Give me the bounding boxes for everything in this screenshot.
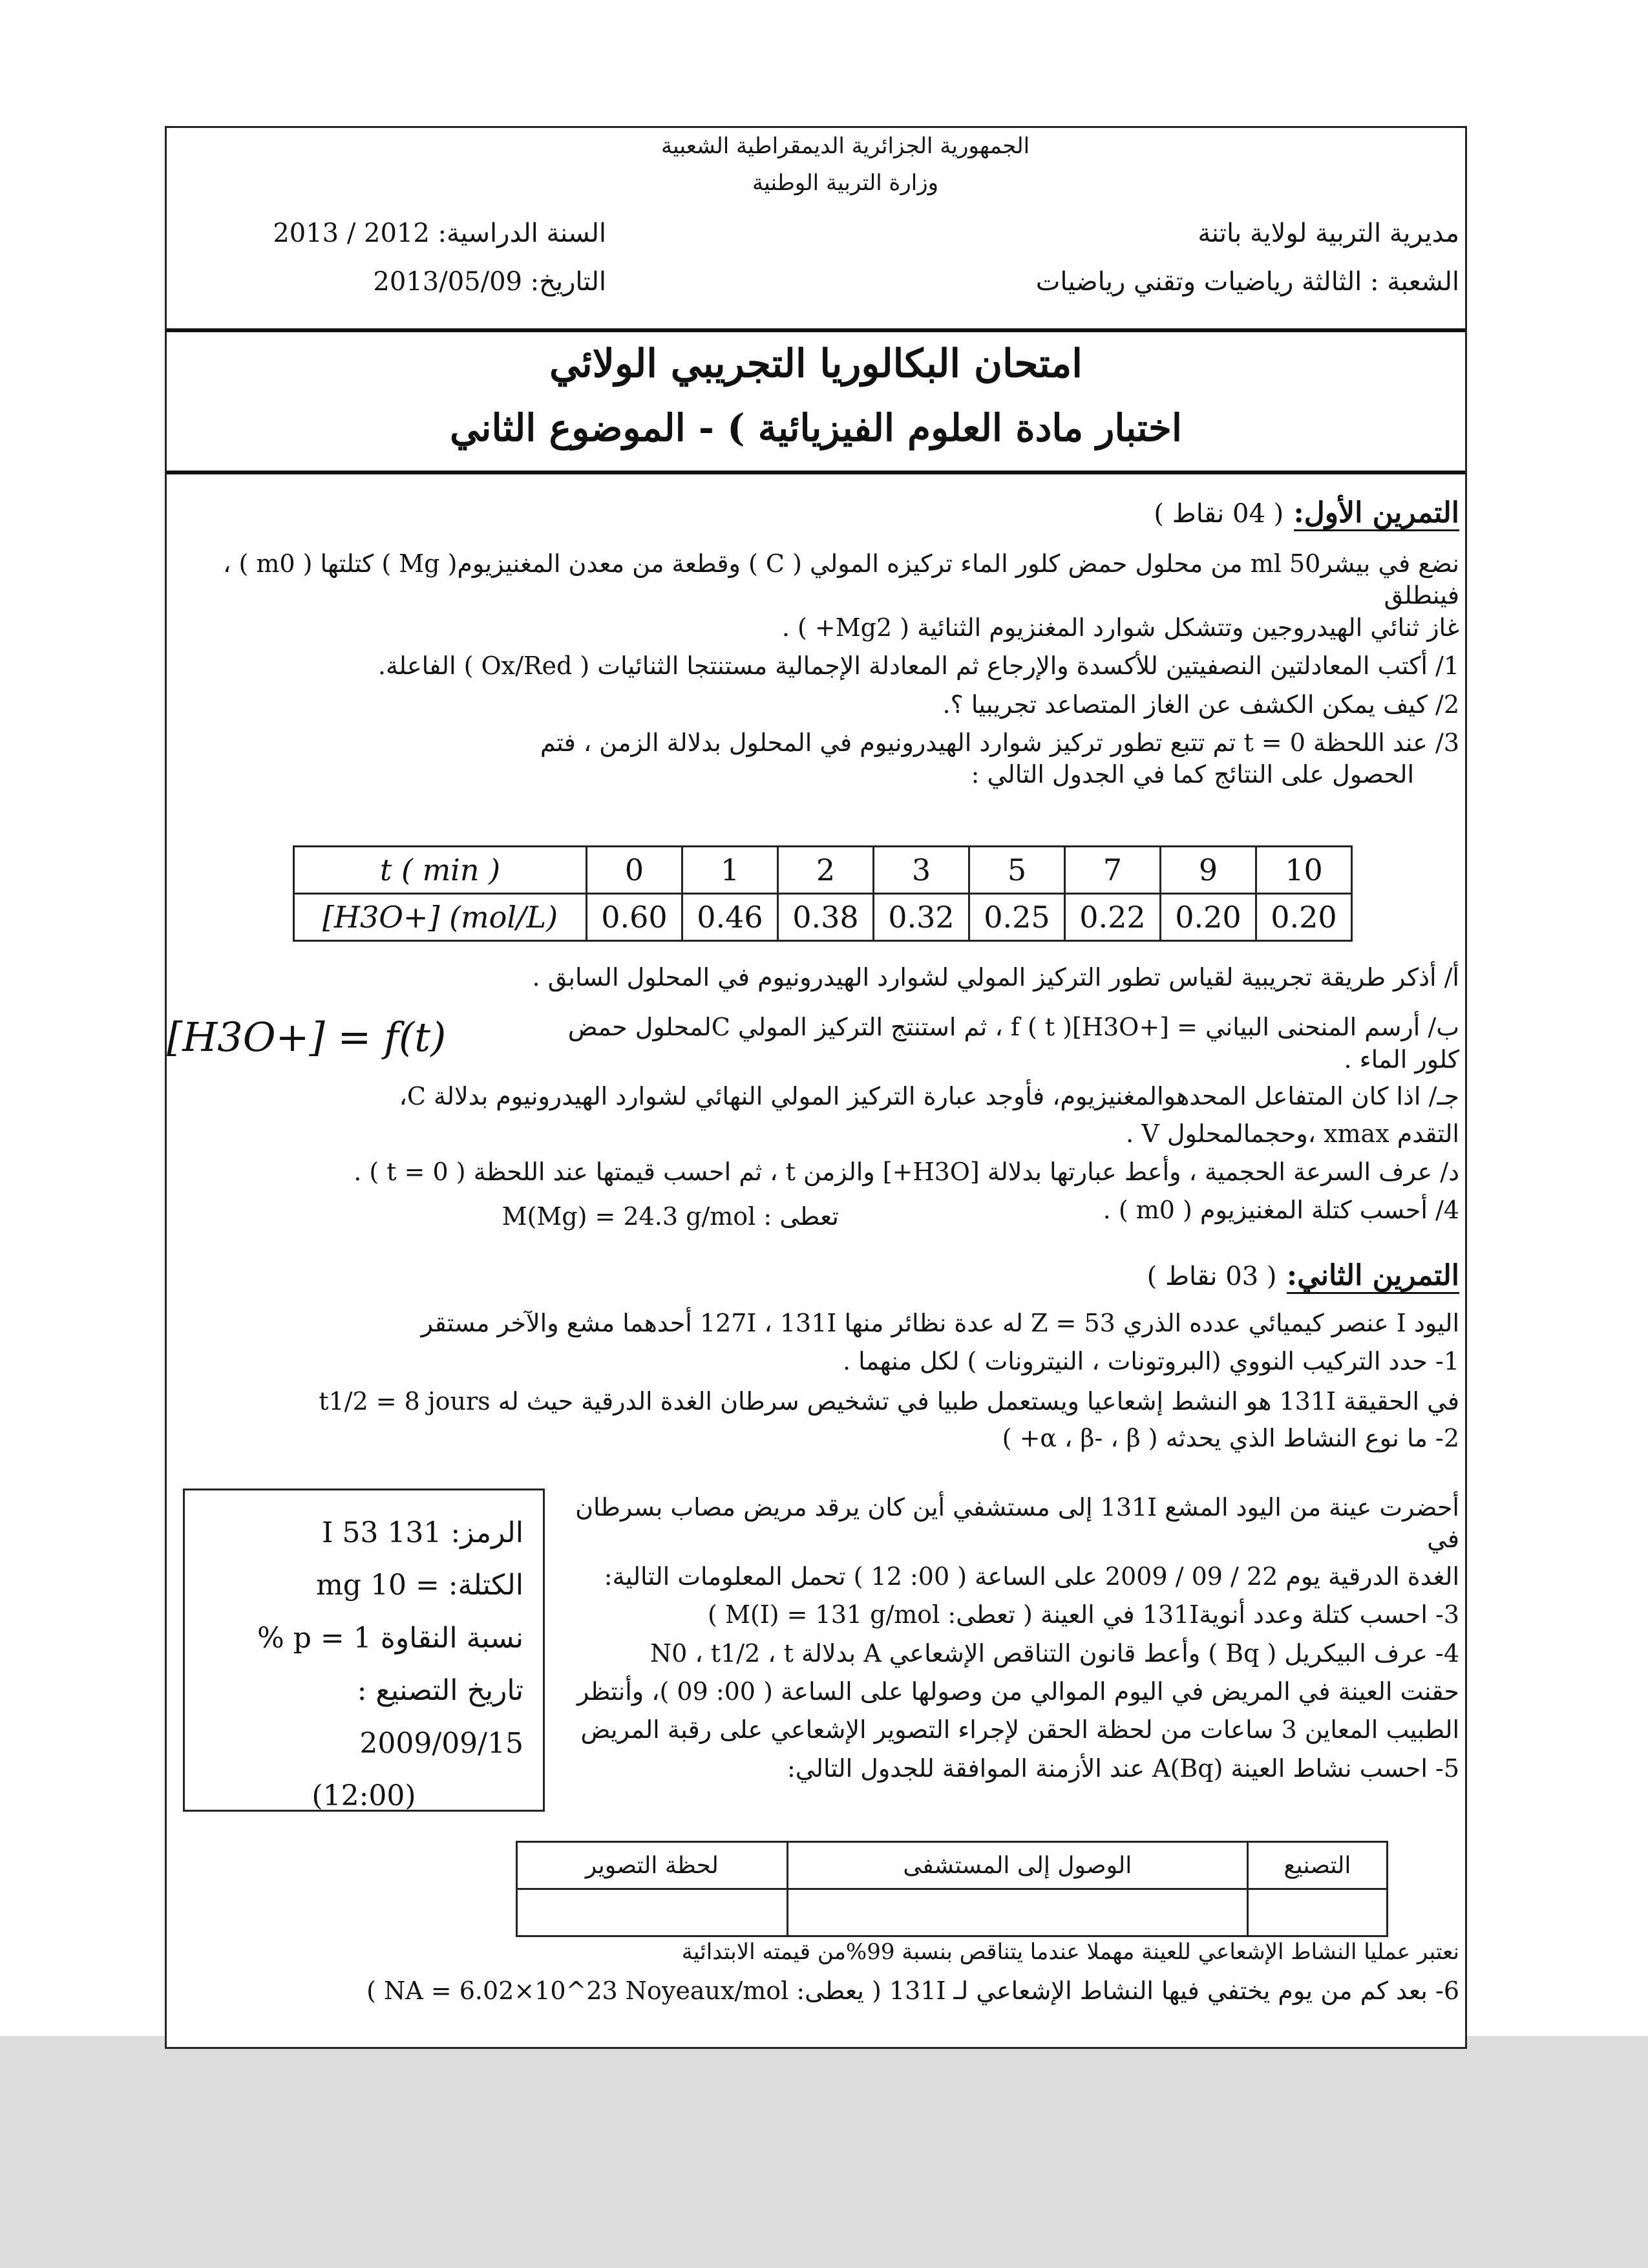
- concentration-cell: 0.46: [682, 894, 778, 941]
- ex2-line-13: 6- بعد كم من يوم يختفي فيها النشاط الإشعاعي لـ 131I ( يعطى: NA = 6.02×10^23 Noyeaux/mol ): [366, 1977, 1459, 2006]
- activity-empty-cell: [1247, 1889, 1387, 1936]
- ex2-line-1: اليود I عنصر كيميائي عدده الذري Z = 53 له عدة نظائر منها 127I ، 131I أحدهما مشع والآخر مستقر: [421, 1309, 1459, 1337]
- activity-header-cell: لحظة التصوير: [517, 1842, 788, 1889]
- ex1-q-b: ب/ أرسم المنحنى البياني = f ( t )[H3O+] ، ثم استنتج التركيز المولي Cلمحلول حمض كلور الماء .: [567, 1013, 1459, 1074]
- time-cell: 1: [682, 847, 778, 894]
- exercise1-points: ( 04 نقاط ): [1154, 499, 1284, 529]
- ex1-line-5: 3/ عند اللحظة t = 0 تم تتبع تطور تركيز شوارد الهيدرونيوم في المحلول بدلالة الزمن ، فتم: [540, 728, 1459, 757]
- ex2-line-8: 4- عرف البيكريل ( Bq ) وأعط قانون التناقص الإشعاعي A بدلالة N0 ، t1/2 ، t: [650, 1638, 1459, 1668]
- ex1-q4: 4/ أحسب كتلة المغنيزيوم ( m0 ) .: [1103, 1196, 1459, 1224]
- exercise2-title: التمرين الثاني:: [1287, 1259, 1459, 1294]
- time-cell: 7: [1065, 847, 1161, 894]
- school-year: السنة الدراسية: 2012 / 2013: [273, 218, 606, 248]
- ex1-q-d: د/ عرف السرعة الحجمية ، وأعط عبارتها بدلالة [H3O+] والزمن t ، ثم احسب قيمتها عند اللحظة ( t = 0 ) .: [354, 1157, 1459, 1186]
- activity-empty-cell: [517, 1889, 788, 1936]
- handwritten-annotation: [H3O+] = f(t): [167, 1013, 447, 1061]
- ex1-q-a: أ/ أذكر طريقة تجريبية لقياس تطور التركيز المولي لشوارد الهيدرونيوم في المحلول السابق .: [532, 963, 1459, 991]
- ex2-line-3: في الحقيقة 131I هو النشط إشعاعيا ويستعمل طبيا في تشخيص سرطان الغدة الدرقية حيث له t1/2 = 8 jours: [319, 1386, 1459, 1415]
- exercise2-body: [567, 1492, 1459, 1785]
- ex2-line-12: نعتبر عمليا النشاط الإشعاعي للعينة مهملا عندما يتناقص بنسبة 99%من قيمته الابتدائية: [681, 1939, 1459, 1965]
- info-time: (12:00): [312, 1779, 416, 1812]
- ex1-line-4: 2/ كيف يمكن الكشف عن الغاز المتصاعد تجريبيا ؟.: [942, 690, 1459, 719]
- concentration-table: [293, 845, 1353, 942]
- time-cell: 10: [1256, 847, 1352, 894]
- time-cell: 5: [969, 847, 1065, 894]
- stream: الشعبة : الثالثة رياضيات وتقني رياضيات: [1035, 267, 1459, 297]
- info-mass: الكتلة: = 10 mg: [316, 1569, 523, 1602]
- activity-header-cell: التصنيع: [1247, 1842, 1387, 1889]
- exercise2-intro: [180, 1308, 1459, 1455]
- activity-header-cell: الوصول إلى المستشفى: [787, 1842, 1247, 1889]
- concentration-cell: 0.22: [1065, 894, 1161, 941]
- ex2-line-5: أحضرت عينة من اليود المشع 131I إلى مستشفي أين كان يرقد مريض مصاب بسرطان في: [575, 1493, 1459, 1554]
- directorate: مديرية التربية لولاية باتنة: [1198, 218, 1459, 248]
- info-symbol: الرمز: 131 53 I: [322, 1516, 523, 1549]
- exercise2-heading: [942, 1259, 1459, 1292]
- ex2-line-6: الغدة الدرقية يوم 22 / 09 / 2009 على الساعة ( 00: 12 ) تحمل المعلومات التالية:: [604, 1562, 1459, 1591]
- exercise2-points: ( 03 نقاط ): [1146, 1262, 1277, 1291]
- info-purity: نسبة النقاوة p = 1 %: [257, 1621, 523, 1655]
- concentration-cell: 0.38: [778, 894, 874, 941]
- exercise2-final: [180, 1938, 1459, 2008]
- time-cell: 2: [778, 847, 874, 894]
- activity-empty-cell: [787, 1889, 1247, 1936]
- concentration-cell: 0.60: [587, 894, 682, 941]
- time-cell: 0: [587, 847, 682, 894]
- concentration-cell: 0.32: [874, 894, 969, 941]
- activity-table: [516, 1841, 1388, 1937]
- ex1-q-c: جـ/ اذا كان المتفاعل المحدهوالمغنيزيوم، فأوجد عبارة التركيز المولي النهائي لشوارد الهيدرونيوم بدلالة C،: [399, 1082, 1459, 1111]
- exam-page: [165, 126, 1467, 2049]
- concentration-row: [294, 894, 1352, 941]
- concentration-cell: 0.20: [1161, 894, 1256, 941]
- header-rule-bottom: [167, 471, 1465, 474]
- concentration-cell: 0.25: [969, 894, 1065, 941]
- subject-title: اختبار مادة العلوم الفيزيائية ) - الموضوع الثاني: [449, 406, 1183, 450]
- concentration-cell: 0.20: [1256, 894, 1352, 941]
- time-label: t ( min ): [294, 847, 587, 894]
- sample-info-box: [183, 1489, 545, 1812]
- ex1-given: تعطى : M(Mg) = 24.3 g/mol: [502, 1202, 839, 1231]
- ex1-line-1: نضع في بيشر50 ml من محلول حمض كلور الماء تركيزه المولي ( C ) وقطعة من معدن المغنيزيوم( Mg ) كتلتها ( m0 ) ، فينطلق: [223, 549, 1459, 610]
- header-rule-top: [167, 328, 1465, 332]
- ex2-line-9: حقنت العينة في المريض في اليوم الموالي من وصولها على الساعة ( 00: 09 )، وأنتظر: [577, 1677, 1459, 1706]
- exercise1-questions: [180, 962, 1459, 1188]
- ministry-header: وزارة التربية الوطنية: [752, 170, 939, 196]
- exam-date: التاريخ: 2013/05/09: [373, 267, 606, 297]
- ex2-line-2: 1- حدد التركيب النووي (البروتونات ، النيترونات ) لكل منهما .: [843, 1347, 1459, 1376]
- ex2-line-7: 3- احسب كتلة وعدد أنوية131I في العينة ( تعطى: M(I) = 131 g/mol ): [708, 1600, 1459, 1629]
- info-manufacture: تاريخ التصنيع : 2009/09/15: [357, 1674, 523, 1760]
- ex2-line-10: الطبيب المعاين 3 ساعات من لحظة الحقن لإجراء التصوير الإشعاعي على رقبة المريض: [580, 1715, 1459, 1744]
- concentration-label: [H3O+] (mol/L): [294, 894, 587, 941]
- time-row: [294, 847, 1352, 894]
- scan-background: [0, 2036, 1648, 2268]
- exercise1-title: التمرين الأول:: [1294, 496, 1459, 531]
- ex1-line-2: غاز ثنائي الهيدروجين وتتشكل شوارد المغنزيوم الثنائية ( Mg2+ ) .: [781, 613, 1459, 642]
- time-cell: 9: [1161, 847, 1256, 894]
- ex1-line-3: 1/ أكتب المعادلتين النصفيتين للأكسدة والإرجاع ثم المعادلة الإجمالية مستنتجا الثنائيات ( Ox/Red ) الفاعلة.: [377, 652, 1459, 681]
- activity-empty-row: [517, 1889, 1388, 1936]
- ex2-line-11: 5- احسب نشاط العينة A(Bq) عند الأزمنة الموافقة للجدول التالي:: [787, 1754, 1459, 1783]
- ex2-line-4: 2- ما نوع النشاط الذي يحدثه ( α ، β- ، β+ ): [1002, 1424, 1459, 1453]
- republic-header: الجمهورية الجزائرية الديمقراطية الشعبية: [660, 133, 1030, 159]
- exercise1-heading: [942, 496, 1459, 529]
- exam-title: امتحان البكالوريا التجريبي الولائي: [549, 341, 1083, 387]
- activity-header-row: [517, 1842, 1388, 1889]
- exercise1-intro: [180, 548, 1459, 791]
- ex1-q-c2: التقدم xmax ،وحجمالمحلول V .: [1126, 1119, 1459, 1148]
- ex1-line-6: الحصول على النتائج كما في الجدول التالي :: [971, 760, 1414, 789]
- time-cell: 3: [874, 847, 969, 894]
